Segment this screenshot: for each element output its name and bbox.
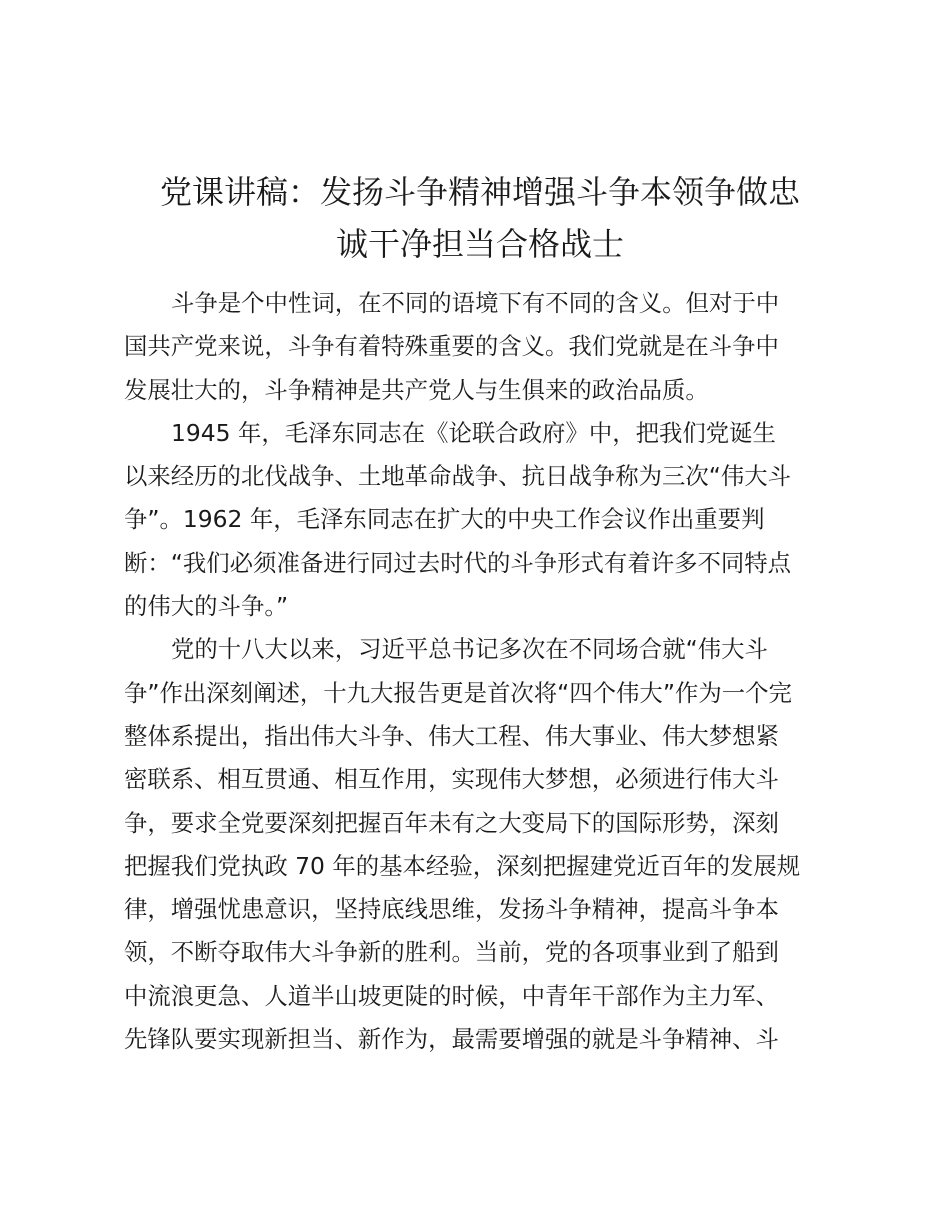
document-title: [124, 166, 836, 270]
text-line: 党的十八大以来，习近平总书记多次在不同场合就“伟大斗: [171, 635, 768, 664]
document-body: [124, 282, 836, 1061]
text-line: 斗争是个中性词，在不同的语境下有不同的含义。但对于中: [171, 289, 780, 317]
text-line: 领，不断夺取伟大斗争新的胜利。当前，党的各项事业到了船到: [124, 938, 779, 967]
text-line: 把握我们党执政 70 年的基本经验，深刻把握建党近百年的发展规: [124, 851, 801, 880]
text-line: 争，要求全党要深刻把握百年未有之大变局下的国际形势，深刻: [124, 808, 779, 837]
text-line: 中流浪更急、人道半山坡更陡的时候，中青年干部作为主力军、: [124, 981, 779, 1010]
text-line: 1945 年，毛泽东同志在《论联合政府》中，把我们党诞生: [171, 418, 776, 447]
paragraph-3: [124, 628, 836, 1061]
paragraph-2: [124, 412, 836, 628]
paragraph-1: [124, 282, 836, 412]
text-line: 断：“我们必须准备进行同过去时代的斗争形式有着许多不同特点: [124, 548, 792, 577]
title-line-1: 党课讲稿：发扬斗争精神增强斗争本领争做忠: [159, 173, 800, 211]
text-line: 争”作出深刻阐述，十九大报告更是首次将“四个伟大”作为一个完: [124, 678, 792, 707]
text-line: 密联系、相互贯通、相互作用，实现伟大梦想，必须进行伟大斗: [124, 765, 779, 794]
text-line: 以来经历的北伐战争、土地革命战争、抗日战争称为三次“伟大斗: [124, 462, 792, 491]
title-line-2: 诚干净担当合格战士: [335, 225, 624, 263]
text-line: 争”。1962 年，毛泽东同志在扩大的中央工作会议作出重要判: [124, 505, 765, 534]
text-line: 的伟大的斗争。”: [124, 592, 289, 621]
text-line: 国共产党来说，斗争有着特殊重要的含义。我们党就是在斗争中: [124, 332, 779, 361]
text-line: 律，增强忧患意识，坚持底线思维，发扬斗争精神，提高斗争本: [124, 895, 779, 924]
text-line: 先锋队要实现新担当、新作为，最需要增强的就是斗争精神、斗: [124, 1025, 779, 1054]
text-line: 发展壮大的，斗争精神是共产党人与生俱来的政治品质。: [124, 375, 709, 404]
text-line: 整体系提出，指出伟大斗争、伟大工程、伟大事业、伟大梦想紧: [124, 721, 779, 750]
